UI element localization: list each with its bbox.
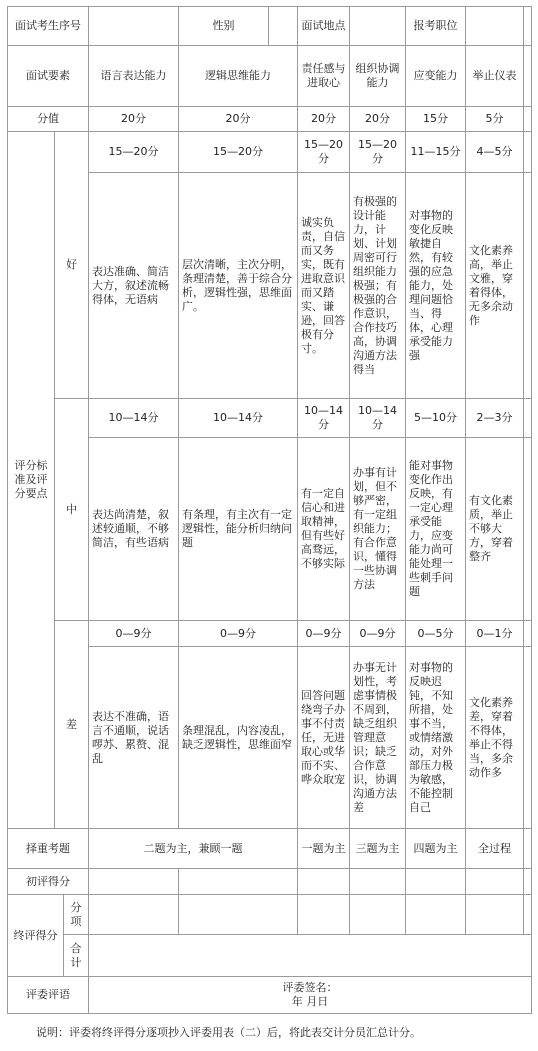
good-range-logic: 15—20分	[178, 131, 298, 173]
factor-manner: 举止仪表	[465, 45, 524, 107]
mid-range-organization: 10—14分	[349, 398, 406, 438]
site-value[interactable]	[349, 6, 406, 46]
margin-cell	[523, 894, 532, 935]
poor-desc-responsibility: 回答问题绕弯子办事不付责任，无进取心或华而不实、哗众取宠	[297, 646, 350, 829]
mid-desc-responsibility: 有一定自信心和进取精神，但有些好高骛远，不够实际	[297, 437, 350, 621]
good-range-language: 15—20分	[88, 131, 179, 173]
final-total-value[interactable]	[88, 934, 532, 977]
score-language: 20分	[88, 106, 179, 132]
margin-cell	[523, 398, 532, 438]
criteria-label: 评分标准及评分要点	[7, 131, 55, 829]
margin-cell	[523, 868, 532, 895]
final-item-logic[interactable]	[178, 894, 298, 935]
seq-label: 面试考生序号	[7, 6, 89, 46]
poor-desc-logic: 条理混乱，内容凌乱，缺乏逻辑性，思维面窄	[178, 646, 298, 829]
poor-desc-manner: 文化素养差，穿着不得体，举止不得当，多余动作多	[465, 646, 524, 829]
mid-range-logic: 10—14分	[178, 398, 298, 438]
good-desc-responsibility: 诚实负责，自信而又务实，既有进取意识而又踏实、谦逊，回答极有分寸。	[297, 172, 350, 399]
interview-score-table	[7, 6, 532, 1014]
initial-score-organization[interactable]	[349, 868, 406, 895]
margin-cell	[523, 45, 532, 107]
mid-desc-language: 表达尚清楚，叙述较通顺，不够简洁，有些语病	[88, 437, 179, 621]
mid-desc-adaptability: 能对事物变化作出反映，有一定心理承受能力，应变能力尚可能处理一些刺手问题	[405, 437, 466, 621]
final-item-responsibility[interactable]	[297, 894, 350, 935]
poor-range-adaptability: 0—5分	[405, 620, 466, 647]
post-label: 报考职位	[405, 6, 466, 46]
focus-organization: 三题为主	[349, 828, 406, 869]
score-label: 分值	[7, 106, 89, 132]
final-total-label: 合计	[63, 934, 89, 977]
margin-cell	[523, 131, 532, 173]
footnote: 说明：评委将终评得分逐项抄入评委用表（二）后，将此表交计分员汇总计分。	[36, 1026, 421, 1039]
poor-desc-organization: 办事无计划性，考虑事情极不周到，缺乏组织管理意识；缺乏合作意识，协调沟通方法差	[349, 646, 406, 829]
final-score-label: 终评得分	[7, 894, 64, 977]
level-poor-label: 差	[54, 620, 89, 829]
initial-score-responsibility[interactable]	[297, 868, 350, 895]
margin-cell	[523, 828, 532, 869]
score-organization: 20分	[349, 106, 406, 132]
margin-cell	[523, 437, 532, 621]
good-desc-language: 表达准确、简洁大方，叙述流畅得体，无语病	[88, 172, 179, 399]
initial-score-manner[interactable]	[465, 868, 524, 895]
site-label: 面试地点	[297, 6, 350, 46]
factor-organization: 组织协调能力	[349, 45, 406, 107]
mid-desc-logic: 有条理，有主次有一定逻辑性，能分析归纳问题	[178, 437, 298, 621]
focus-manner: 全过程	[465, 828, 524, 869]
good-desc-manner: 文化素养高，举止文雅，穿着得体，无多余动作	[465, 172, 524, 399]
margin-cell	[523, 646, 532, 829]
mid-desc-manner: 有文化素质，举止不够大方，穿着整齐	[465, 437, 524, 621]
mid-range-responsibility: 10—14分	[297, 398, 350, 438]
poor-range-logic: 0—9分	[178, 620, 298, 647]
mid-range-language: 10—14分	[88, 398, 179, 438]
level-mid-label: 中	[54, 398, 89, 621]
mid-range-manner: 2—3分	[465, 398, 524, 438]
factor-adaptability: 应变能力	[405, 45, 466, 107]
poor-range-organization: 0—9分	[349, 620, 406, 647]
poor-range-responsibility: 0—9分	[297, 620, 350, 647]
poor-desc-language: 表达不准确，语言不通顺，说话啰苏、累赘、混乱	[88, 646, 179, 829]
initial-score-adaptability[interactable]	[405, 868, 466, 895]
margin-cell	[523, 106, 532, 132]
initial-score-language[interactable]	[88, 868, 179, 895]
comment-label: 评委评语	[7, 976, 89, 1014]
focus-adaptability: 四题为主	[405, 828, 466, 869]
poor-range-manner: 0—1分	[465, 620, 524, 647]
gender-value[interactable]	[268, 6, 298, 46]
final-item-language[interactable]	[88, 894, 179, 935]
good-desc-adaptability: 对事物的变化反映敏捷自然，有较强的应急能力，处理问题恰当、得体，心理承受能力强	[405, 172, 466, 399]
final-item-adaptability[interactable]	[405, 894, 466, 935]
date-label: 年 月日	[291, 995, 329, 1008]
gender-label: 性别	[178, 6, 269, 46]
score-manner: 5分	[465, 106, 524, 132]
good-range-organization: 15—20分	[349, 131, 406, 173]
focus-language-logic: 二题为主，兼顾一题	[88, 828, 298, 869]
initial-score-logic[interactable]	[178, 868, 298, 895]
factors-label: 面试要素	[7, 45, 89, 107]
good-range-manner: 4—5分	[465, 131, 524, 173]
good-desc-logic: 层次清晰，主次分明，条理清楚，善于综合分析，逻辑性强，思维面广。	[178, 172, 298, 399]
margin-cell	[523, 620, 532, 647]
post-value[interactable]	[465, 6, 524, 46]
level-good-label: 好	[54, 131, 89, 399]
mid-desc-organization: 办事有计划，但不够严密，有一定组织能力；有合作意识，懂得一些协调方法	[349, 437, 406, 621]
score-logic: 20分	[178, 106, 298, 132]
seq-value[interactable]	[88, 6, 179, 46]
final-item-manner[interactable]	[465, 894, 524, 935]
good-desc-organization: 有极强的设计能力，计划、计划周密可行组织能力极强；有极强的合作意识，合作技巧高，协调沟通方法得当	[349, 172, 406, 399]
final-item-organization[interactable]	[349, 894, 406, 935]
score-adaptability: 15分	[405, 106, 466, 132]
factor-logic: 逻辑思维能力	[178, 45, 298, 107]
margin-cell	[523, 6, 532, 46]
comment-area[interactable]	[88, 976, 532, 1014]
margin-cell	[523, 172, 532, 399]
initial-score-label: 初评得分	[7, 868, 89, 895]
good-range-responsibility: 15—20分	[297, 131, 350, 173]
score-responsibility: 20分	[297, 106, 350, 132]
final-item-label: 分项	[63, 894, 89, 935]
good-range-adaptability: 11—15分	[405, 131, 466, 173]
mid-range-adaptability: 5—10分	[405, 398, 466, 438]
focus-responsibility: 一题为主	[297, 828, 350, 869]
signature-label: 评委签名：	[282, 981, 338, 994]
poor-range-language: 0—9分	[88, 620, 179, 647]
focus-label: 择重考题	[7, 828, 89, 869]
poor-desc-adaptability: 对事物的反映迟钝，不知所措，处事不当，或情绪激动，对外部压力极为敏感，不能控制自己	[405, 646, 466, 829]
factor-responsibility: 责任感与进取心	[297, 45, 350, 107]
factor-language: 语言表达能力	[88, 45, 179, 107]
